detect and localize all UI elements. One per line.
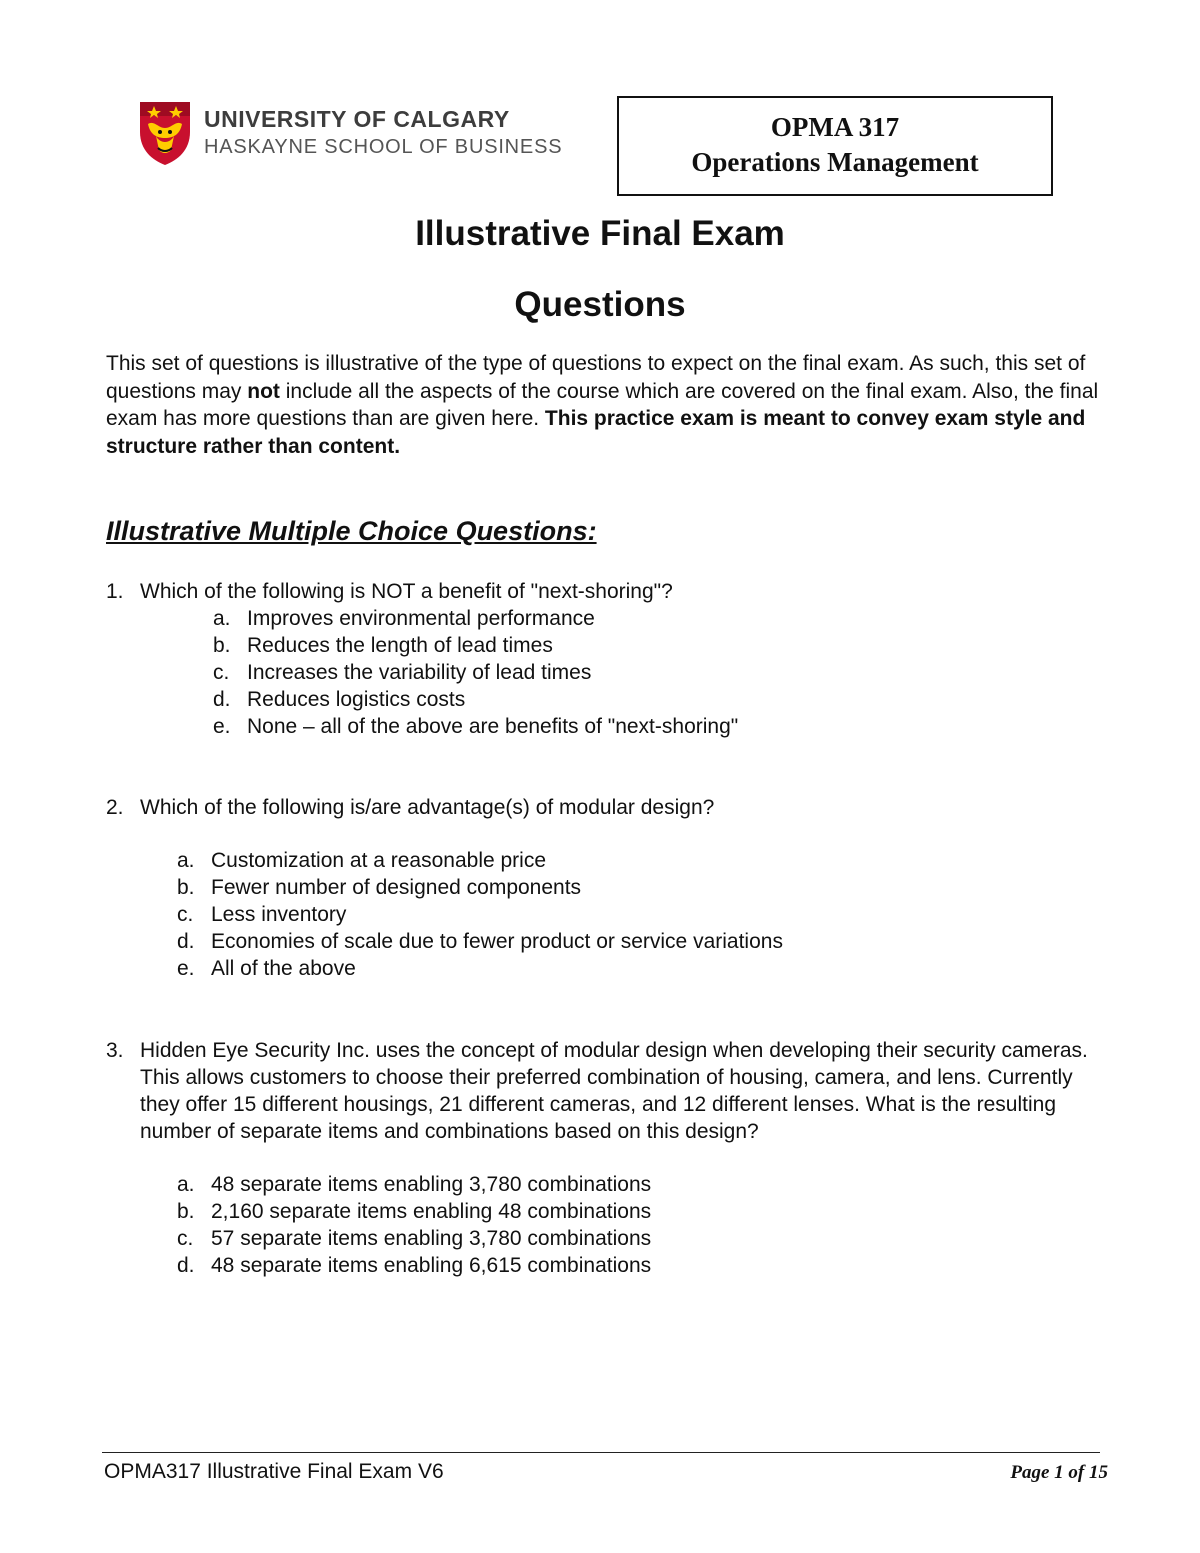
option-text: 48 separate items enabling 6,615 combinations [211,1254,652,1277]
footer-page-number: Page 1 of 15 [1010,1462,1108,1483]
question-stem: Hidden Eye Security Inc. uses the concept of modular design when developing their security cameras. This allows customers to choose their preferred combination of housing, camera, and lens. Currently they offer 15 different housings, 21 different cameras, and 12 different lenses. What is the resulting number of separate items and combinations based on this design? [140,1039,1088,1143]
option-text: 2,160 separate items enabling 48 combinations [211,1200,652,1223]
question-number: 3. [106,1039,124,1062]
footer-document-title: OPMA317 Illustrative Final Exam V6 [104,1460,444,1483]
question-number: 2. [106,796,124,819]
option-letter: c. [177,1227,194,1250]
option-text: Improves environmental performance [247,607,595,630]
option-text: Fewer number of designed components [211,876,582,899]
option-letter: a. [177,1173,195,1196]
option-text: Reduces the length of lead times [247,634,553,657]
option-letter: d. [177,1254,195,1277]
option-letter: b. [177,1200,195,1223]
option-letter: e. [213,715,231,738]
footer-divider [102,1452,1100,1453]
option-text: Economies of scale due to fewer product or service variations [211,930,783,953]
intro-text-1: This set of questions is illustrative of the type of questions to expect on the final exam. As such, this set of questions may [106,352,1086,403]
answer-option [106,1252,1116,1279]
course-info-box [617,96,1053,196]
course-code: OPMA 317 [770,112,900,142]
question-stem: Which of the following is NOT a benefit of "next-shoring"? [140,580,673,603]
option-letter: d. [213,688,231,711]
page-title: Illustrative Final Exam [415,214,785,253]
option-text: All of the above [211,957,356,980]
university-crest-icon [138,100,192,166]
option-letter: b. [177,876,195,899]
answer-option [106,955,1116,982]
intro-paragraph [106,350,1116,460]
intro-text-2: include all the aspects of the course which are covered on the final exam. Also, the final exam has more questions than are given here. [106,379,1099,430]
answer-option [106,847,1116,874]
intro-emphasis: not [247,379,280,403]
question-1 [106,578,1116,740]
answer-option [106,605,1116,632]
option-text: 57 separate items enabling 3,780 combinations [211,1227,652,1250]
option-letter: b. [213,634,231,657]
option-text: 48 separate items enabling 3,780 combinations [211,1173,652,1196]
question-2 [106,794,1116,982]
intro-bold-statement: This practice exam is meant to convey exam style and structure rather than content. [106,407,1086,458]
course-name: Operations Management [691,147,979,177]
option-text: Less inventory [211,903,347,926]
answer-option [106,659,1116,686]
option-letter: a. [177,849,195,872]
answer-option [106,1171,1116,1198]
page-subtitle: Questions [514,285,686,324]
answer-option [106,874,1116,901]
question-3 [106,1037,1116,1279]
answer-option [106,713,1116,740]
option-letter: e. [177,957,195,980]
question-stem: Which of the following is/are advantage(s) of modular design? [140,796,715,819]
section-heading: Illustrative Multiple Choice Questions: [106,516,597,546]
option-text: Customization at a reasonable price [211,849,547,872]
logo-school-name: HASKAYNE SCHOOL OF BUSINESS [204,136,563,158]
answer-option [106,686,1116,713]
option-letter: c. [177,903,194,926]
option-text: None – all of the above are benefits of "next-shoring" [247,715,739,738]
answer-option [106,1198,1116,1225]
option-letter: c. [213,661,230,684]
option-text: Reduces logistics costs [247,688,466,711]
option-letter: d. [177,930,195,953]
answer-option [106,1225,1116,1252]
question-number: 1. [106,580,124,603]
option-text: Increases the variability of lead times [247,661,592,684]
logo-university-name: UNIVERSITY OF CALGARY [204,106,510,132]
university-logo [138,100,578,172]
answer-option [106,901,1116,928]
answer-option [106,632,1116,659]
answer-option [106,928,1116,955]
option-letter: a. [213,607,231,630]
